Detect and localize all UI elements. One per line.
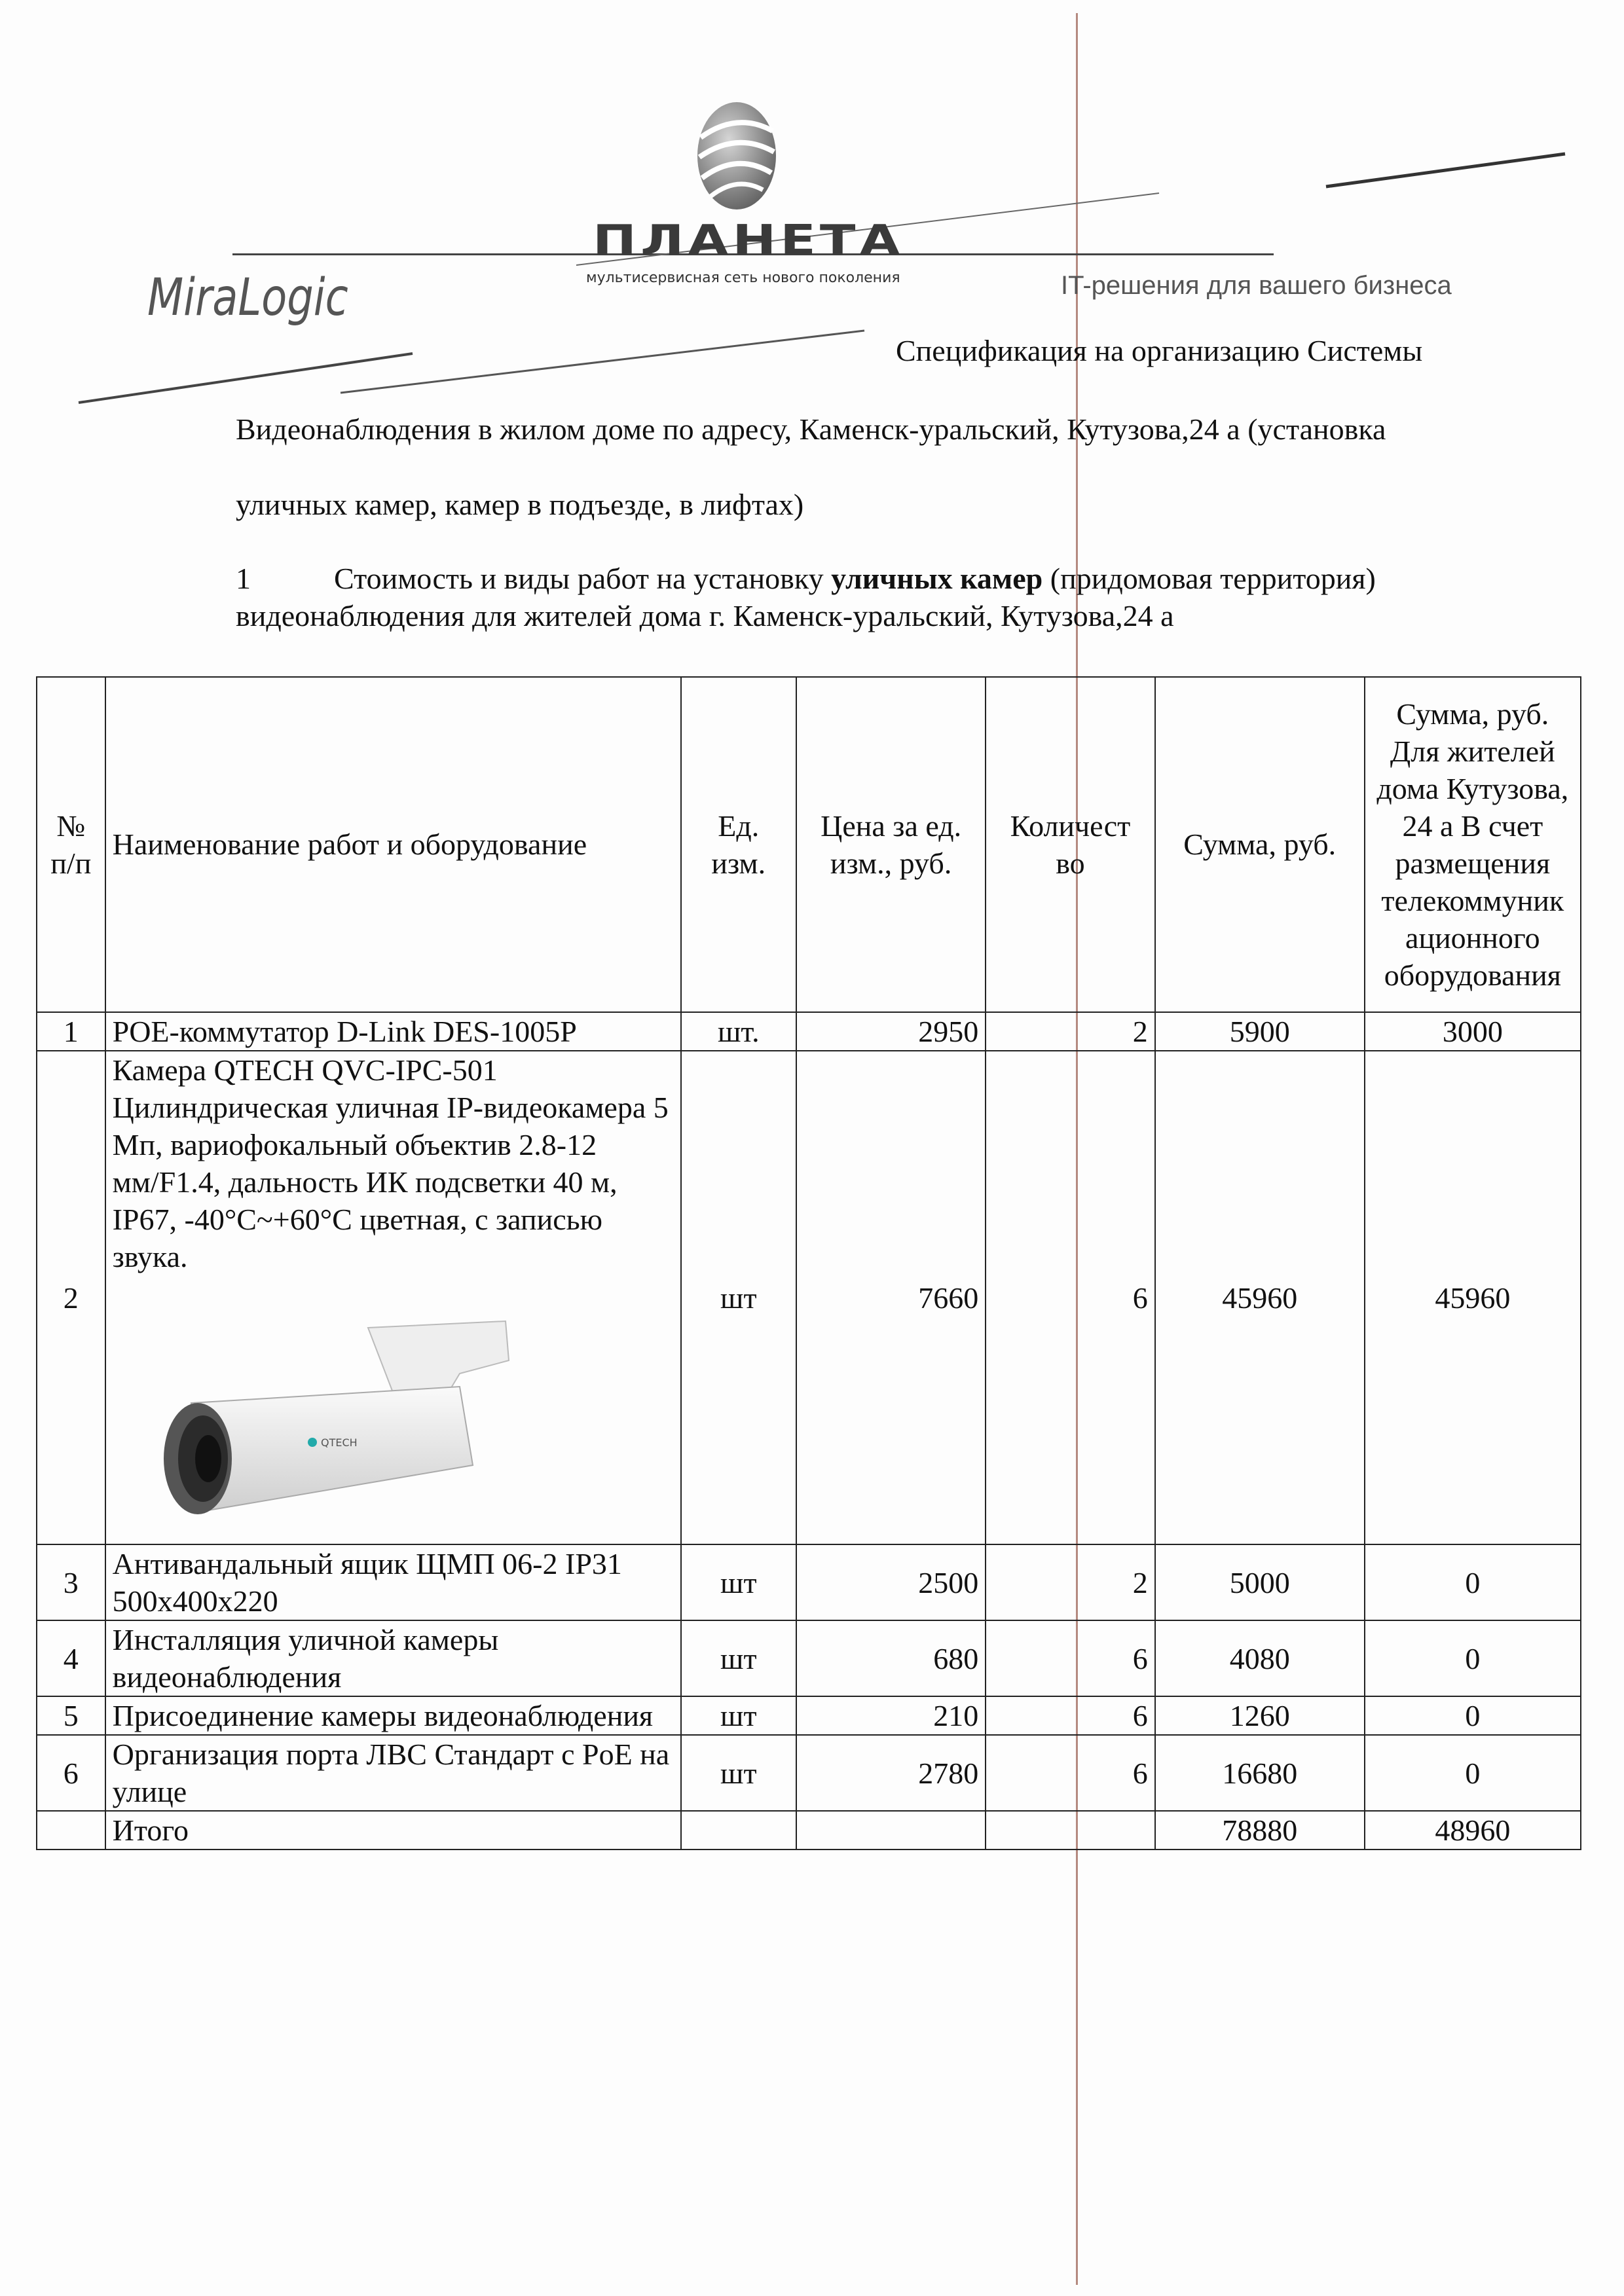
spec-title-line3: уличных камер, камер в подъезде, в лифтах) xyxy=(236,488,804,521)
table-row xyxy=(37,1735,1581,1811)
company-tagline: IT-решения для вашего бизнеса xyxy=(1061,271,1452,300)
row-price: 2780 xyxy=(796,1735,986,1811)
col-header-qty: Количест во xyxy=(986,677,1154,1012)
miralogic-brand-name: MiraLogic xyxy=(147,268,348,327)
row-sum: 1260 xyxy=(1155,1696,1365,1735)
row-price: 7660 xyxy=(796,1051,986,1544)
planeta-brand-name: ПЛАНЕТА xyxy=(593,216,904,265)
row-residents-sum: 0 xyxy=(1365,1620,1581,1696)
spec-table xyxy=(36,676,1581,1850)
row-unit: шт. xyxy=(681,1012,796,1051)
total-price-empty xyxy=(796,1811,986,1850)
row-qty: 6 xyxy=(986,1051,1154,1544)
table-row xyxy=(37,1620,1581,1696)
row-price: 680 xyxy=(796,1620,986,1696)
spec-title-line2: Видеонаблюдения в жилом доме по адресу, Каменск-уральский, Кутузова,24 а (установка xyxy=(236,412,1386,446)
row-residents-sum: 45960 xyxy=(1365,1051,1581,1544)
row-name: Антивандальный ящик ЩМП 06-2 IP31 500x400x220 xyxy=(105,1544,681,1620)
total-num-empty xyxy=(37,1811,105,1850)
row-unit: шт xyxy=(681,1735,796,1811)
row-sum: 5000 xyxy=(1155,1544,1365,1620)
row-unit: шт xyxy=(681,1051,796,1544)
row-name: Организация порта ЛВС Стандарт с PoE на улице xyxy=(105,1735,681,1811)
row-name-cell xyxy=(105,1051,681,1544)
section-heading-part1: Стоимость и виды работ на установку xyxy=(334,562,832,595)
row-sum: 5900 xyxy=(1155,1012,1365,1051)
col-header-name: Наименование работ и оборудование xyxy=(105,677,681,1012)
row-qty: 6 xyxy=(986,1696,1154,1735)
planeta-logo-icon xyxy=(694,98,779,213)
row-num: 5 xyxy=(37,1696,105,1735)
row-num: 2 xyxy=(37,1051,105,1544)
row-num: 3 xyxy=(37,1544,105,1620)
total-label: Итого xyxy=(105,1811,681,1850)
row-qty: 6 xyxy=(986,1735,1154,1811)
section-heading-part2: (придомовая территория) xyxy=(1043,562,1376,595)
row-name: POE-коммутатор D-Link DES-1005P xyxy=(105,1012,681,1051)
bullet-camera-image xyxy=(152,1315,519,1531)
row-name: Присоединение камеры видеонаблюдения xyxy=(105,1696,681,1735)
row-num: 1 xyxy=(37,1012,105,1051)
total-sum: 78880 xyxy=(1155,1811,1365,1850)
row-qty: 2 xyxy=(986,1544,1154,1620)
col-header-num: № п/п xyxy=(37,677,105,1012)
row-qty: 6 xyxy=(986,1620,1154,1696)
total-residents-sum: 48960 xyxy=(1365,1811,1581,1850)
col-header-price: Цена за ед. изм., руб. xyxy=(796,677,986,1012)
col-header-unit: Ед. изм. xyxy=(681,677,796,1012)
row-price: 2950 xyxy=(796,1012,986,1051)
row-residents-sum: 0 xyxy=(1365,1696,1581,1735)
row-residents-sum: 3000 xyxy=(1365,1012,1581,1051)
row-sum: 16680 xyxy=(1155,1735,1365,1811)
row-residents-sum: 0 xyxy=(1365,1735,1581,1811)
row-name: Камера QTECH QVC-IPC-501 Цилиндрическая уличная IP-видеокамера 5 Мп, вариофокальный объектив 2.8-12 мм/F1.4, дальность ИК подсветки 40 м, IP67, -40°C~+60°C цветная, с записью звука. xyxy=(112,1053,669,1274)
section-heading xyxy=(334,562,1376,596)
camera-brand-label: QTECH xyxy=(320,1436,358,1449)
table-row xyxy=(37,1012,1581,1051)
row-num: 4 xyxy=(37,1620,105,1696)
row-qty: 2 xyxy=(986,1012,1154,1051)
planeta-brand-subtitle: мультисервисная сеть нового поколения xyxy=(586,270,900,286)
row-unit: шт xyxy=(681,1544,796,1620)
section-heading-line2: видеонаблюдения для жителей дома г. Каменск-уральский, Кутузова,24 а xyxy=(236,599,1174,632)
row-name: Инсталляция уличной камеры видеонаблюдения xyxy=(105,1620,681,1696)
row-unit: шт xyxy=(681,1696,796,1735)
col-header-residents-sum: Сумма, руб. Для жителей дома Кутузова, 24 а В счет размещения телекоммуник ационного оборудования xyxy=(1365,677,1581,1012)
row-price: 210 xyxy=(796,1696,986,1735)
section-number: 1 xyxy=(236,562,251,595)
row-sum: 45960 xyxy=(1155,1051,1365,1544)
row-price: 2500 xyxy=(796,1544,986,1620)
table-row xyxy=(37,1544,1581,1620)
spec-title-line1: Спецификация на организацию Системы xyxy=(896,334,1423,367)
table-header-row xyxy=(37,677,1581,1012)
table-total-row xyxy=(37,1811,1581,1850)
table-row xyxy=(37,1051,1581,1544)
total-qty-empty xyxy=(986,1811,1154,1850)
row-num: 6 xyxy=(37,1735,105,1811)
row-unit: шт xyxy=(681,1620,796,1696)
col-header-sum: Сумма, руб. xyxy=(1155,677,1365,1012)
section-heading-bold: уличных камер xyxy=(831,562,1043,595)
table-row xyxy=(37,1696,1581,1735)
total-unit-empty xyxy=(681,1811,796,1850)
row-sum: 4080 xyxy=(1155,1620,1365,1696)
row-residents-sum: 0 xyxy=(1365,1544,1581,1620)
